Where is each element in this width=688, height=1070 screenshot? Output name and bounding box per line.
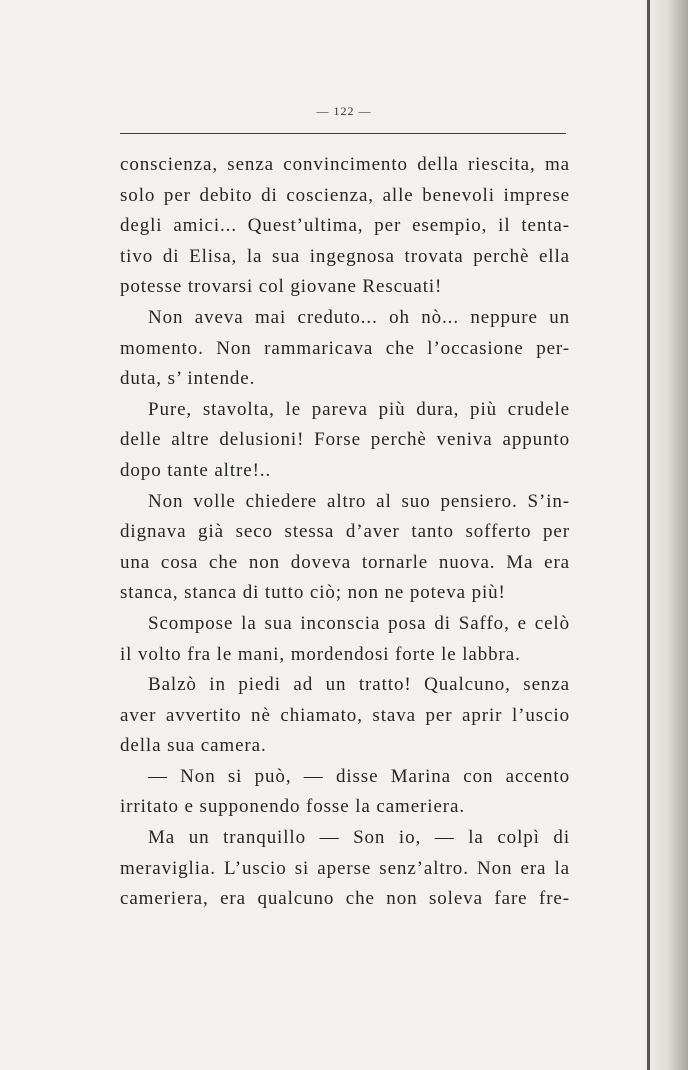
text-line: aver avvertito nè chiamato, stava per aprir l’uscio [120,704,570,726]
text-line: cameriera, era qualcuno che non soleva fare fre- [120,888,570,910]
text-line: una cosa che non doveva tornarle nuova. Ma era [120,551,570,573]
text-line: potesse trovarsi col giovane Rescuati! [120,276,443,298]
text-line: dopo tante altre!.. [120,459,272,481]
body-text [120,150,570,915]
text-line: Scompose la sua inconscia posa di Saffo, e celò [148,612,570,634]
text-line: duta, s’ intende. [120,368,256,390]
text-line: Balzò in piedi ad un tratto! Qualcuno, senza [148,674,570,696]
text-line: conscienza, senza convincimento della riescita, ma [120,154,570,175]
text-line: tivo di Elisa, la sua ingegnosa trovata perchè ella [120,245,570,267]
text-line: della sua camera. [120,735,267,757]
text-line: meraviglia. L’uscio si aperse senz’altro. Non era la [120,857,570,879]
text-line: delle altre delusioni! Forse perchè veniva appunto [120,429,570,451]
text-line: Non aveva mai creduto... oh nò... neppure un [148,306,570,328]
text-line: Pure, stavolta, le pareva più dura, più crudele [148,398,570,420]
text-line: irritato e supponendo fosse la cameriera. [120,796,466,818]
header-rule [120,133,566,134]
page-edge-line [647,0,650,1070]
page-number: — 122 — [316,104,372,118]
text-line: dignava già seco stessa d’aver tanto sofferto per [120,521,570,543]
text-line: stanca, stanca di tutto ciò; non ne poteva più! [120,582,506,604]
text-line: Ma un tranquillo — Son io, — la colpì di [148,827,570,849]
text-line: degli amici... Quest’ultima, per esempio, il tenta- [120,215,570,237]
text-line: solo per debito di coscienza, alle benevoli imprese [120,184,570,206]
text-line: Non volle chiedere altro al suo pensiero. S’in- [148,490,570,512]
text-line: momento. Non rammaricava che l’occasione per- [120,337,570,359]
text-line: — Non si può, — disse Marina con accento [148,765,570,787]
text-line: il volto fra le mani, mordendosi forte le labbra. [120,643,521,665]
